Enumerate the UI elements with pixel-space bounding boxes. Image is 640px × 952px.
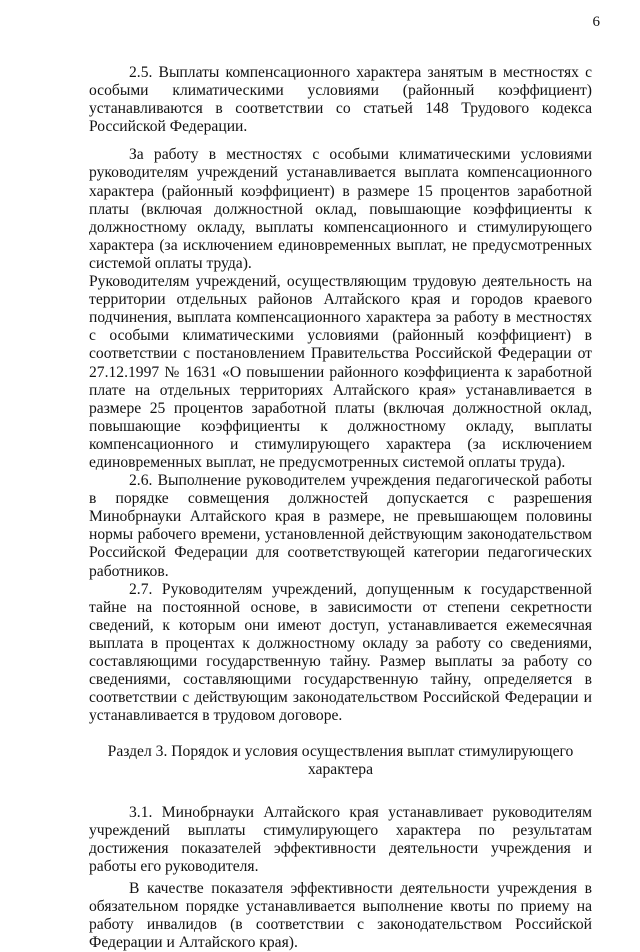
paragraph-district-coefficient-15: За работу в местностях с особыми климатическими условиями руководителям учреждений устанавливается выплата компенсационного характера (районный коэффициент) в размере 15 процентов заработной платы (включая должностной оклад, повышающие коэффициенты к должностному окладу, выплаты компенсационного и стимулирующего характера (за исключением единовременных выплат, не предусмотренных системой оплаты труда). — [89, 146, 592, 272]
page-number: 6 — [592, 14, 600, 30]
paragraph-2-5: 2.5. Выплаты компенсационного характера занятым в местностях с особыми климатическими условиями (районный коэффициент) устанавливаются в соответствии со статьей 148 Трудового кодекса Российской Федерации. — [89, 64, 592, 136]
document-body — [89, 64, 592, 952]
paragraph-2-6: 2.6. Выполнение руководителем учреждения педагогической работы в порядке совмещения должностей допускается с разрешения Минобрнауки Алтайского края в размере, не превышающем половины нормы рабочего времени, установленной действующим законодательством Российской Федерации для соответствующей категории педагогических работников. — [89, 472, 592, 580]
paragraph-district-coefficient-25: Руководителям учреждений, осуществляющим трудовую деятельность на территории отдельных районов Алтайского края и городов краевого подчинения, выплата компенсационного характера за работу в местностях с особыми климатическими условиями (районный коэффициент) в соответствии с постановлением Правительства Российской Федерации от 27.12.1997 № 1631 «О повышении районного коэффициента к заработной плате на отдельных территориях Алтайского края» устанавливается в размере 25 процентов заработной платы (включая должностной оклад, повышающие коэффициенты к должностному окладу, выплаты компенсационного и стимулирующего характера (за исключением единовременных выплат, не предусмотренных системой оплаты труда). — [89, 273, 592, 471]
paragraph-efficiency-indicator: В качестве показателя эффективности деятельности учреждения в обязательном порядке устанавливается выполнение квоты по приему на работу инвалидов (в соответствии с законодательством Российской Федерации и Алтайского края). — [89, 879, 592, 952]
paragraph-2-7: 2.7. Руководителям учреждений, допущенным к государственной тайне на постоянной основе, в зависимости от степени секретности сведений, к которым они имеют доступ, устанавливается ежемесячная выплата в процентах к должностному окладу за работу со сведениями, составляющими государственную тайну. Размер выплаты за работу со сведениями, составляющими государственную тайну, определяется в соответствии с действующим законодательством Российской Федерации и устанавливается в трудовом договоре. — [89, 580, 592, 725]
paragraph-3-1: 3.1. Минобрнауки Алтайского края устанавливает руководителям учреждений выплаты стимулирующего характера по результатам достижения показателей эффективности деятельности учреждения и работы его руководителя. — [89, 803, 592, 875]
section-3-heading: Раздел 3. Порядок и условия осуществления выплат стимулирующего характера — [107, 743, 574, 779]
